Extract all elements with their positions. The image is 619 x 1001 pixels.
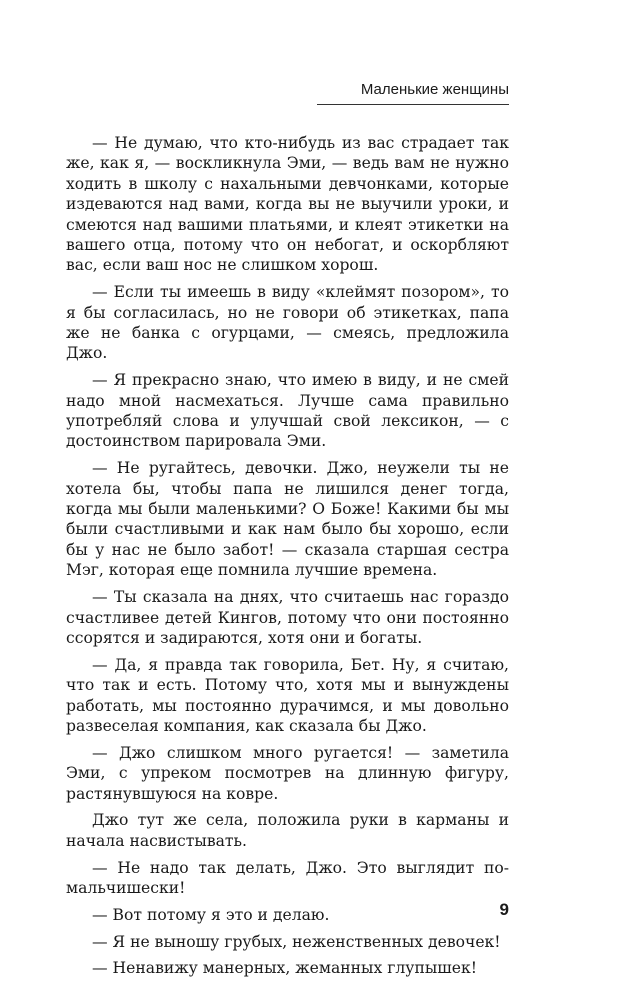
header-rule: [317, 104, 509, 105]
paragraph: — Не надо так делать, Джо. Это выглядит по-мальчишески!: [66, 858, 509, 897]
paragraph: — Вот потому я это и делаю.: [92, 905, 330, 924]
body-text: [66, 133, 509, 985]
paragraph: — Не думаю, что кто-нибудь из вас страдает так же, как я, — воскликнула Эми, — ведь вам не нужно ходить в школу с нахальными девчонками, которые издеваются над вами, когда вы не выучили уроки, и смеются над вашими платьями, и клеят этикетки на вашего отца, потому что он небогат, и оскорбляют вас, если ваш нос не слишком хорош.: [66, 134, 509, 275]
paragraph: — Я не выношу грубых, неженственных девочек!: [92, 932, 501, 951]
paragraph: — Ты сказала на днях, что считаешь нас гораздо счастливее детей Кингов, потому что они постоянно ссорятся и задираются, хотя они и богаты.: [66, 588, 509, 647]
paragraph: — Ненавижу манерных, жеманных глупышек!: [92, 959, 478, 978]
paragraph: Джо тут же села, положила руки в карманы и начала насвистывать.: [66, 811, 509, 850]
paragraph: — Джо слишком много ругается! — заметила Эми, с упреком посмотрев на длинную фигуру, растянувшуюся на ковре.: [66, 743, 509, 803]
page-number: 9: [499, 900, 509, 919]
paragraph: — Да, я правда так говорила, Бет. Ну, я считаю, что так и есть. Потому что, хотя мы и вынуждены работать, мы постоянно дурачимся, и мы довольно развеселая компания, как сказала бы Джо.: [66, 655, 509, 735]
running-title: Маленькие женщины: [360, 81, 509, 98]
paragraph: — Я прекрасно знаю, что имею в виду, и не смей надо мной насмехаться. Лучше сама правильно употребляй слова и улучшай свой лексикон, — с достоинством парировала Эми.: [66, 371, 509, 451]
paragraph: — Не ругайтесь, девочки. Джо, неужели ты не хотела бы, чтобы папа не лишился денег тогда, когда мы были маленькими? О Боже! Какими бы мы были счастливыми и как нам было бы хорошо, если бы у нас не было забот! — сказала старшая сестра Мэг, которая еще помнила лучшие времена.: [66, 459, 509, 580]
paragraph: — Если ты имеешь в виду «клеймят позором», то я бы согласилась, но не говори об этикетках, папа же не банка с огурцами, — смеясь, предложила Джо.: [66, 283, 509, 363]
